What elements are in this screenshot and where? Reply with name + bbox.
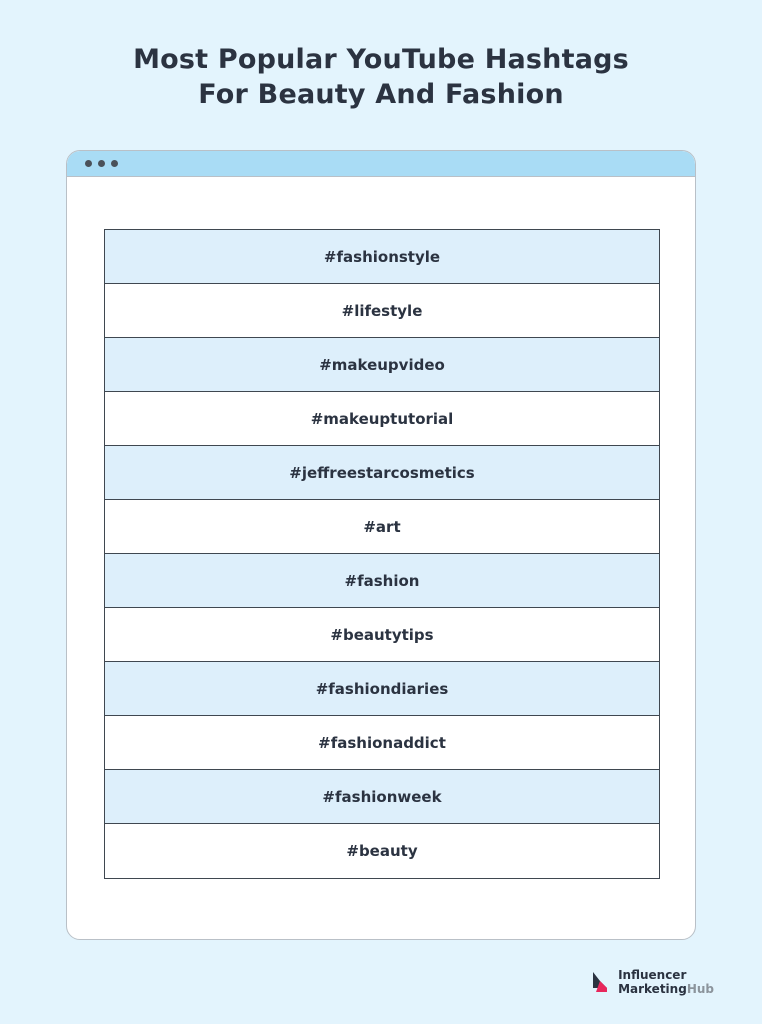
logo-text: [618, 968, 714, 996]
hashtag-label: #makeuptutorial: [310, 409, 454, 428]
table-row: [105, 392, 659, 446]
page-title-line-2: For Beauty And Fashion: [198, 79, 564, 110]
logo-line-2: [618, 982, 714, 996]
browser-titlebar: [67, 151, 695, 177]
window-dot-icon: [98, 160, 105, 167]
window-dot-icon: [85, 160, 92, 167]
hashtag-label: #beauty: [346, 842, 418, 860]
table-row: [105, 230, 659, 284]
page-title: [0, 0, 762, 112]
logo-mark-icon: [591, 970, 611, 994]
hashtag-label: #beautytips: [330, 625, 434, 644]
page-title-line-1: Most Popular YouTube Hashtags: [133, 44, 629, 75]
hashtag-label: #fashionstyle: [323, 247, 441, 266]
hashtag-label: #fashionweek: [322, 787, 442, 806]
hashtag-label: #fashionaddict: [318, 733, 446, 752]
window-dot-icon: [111, 160, 118, 167]
table-row: [105, 770, 659, 824]
logo-line-2-accent: Hub: [686, 982, 714, 996]
table-row: [105, 284, 659, 338]
hashtag-label: #jeffreestarcosmetics: [289, 463, 475, 482]
brand-logo: [591, 968, 714, 996]
hashtag-label: #lifestyle: [341, 301, 423, 320]
table-row: [105, 446, 659, 500]
table-row: [105, 500, 659, 554]
table-row: [105, 716, 659, 770]
table-row: [105, 608, 659, 662]
table-row: [105, 338, 659, 392]
hashtag-label: #fashiondiaries: [315, 679, 449, 698]
hashtag-label: #art: [363, 517, 401, 536]
hashtag-table: [104, 229, 660, 879]
logo-line-1: Influencer: [618, 968, 687, 982]
table-row: [105, 662, 659, 716]
table-row: [105, 554, 659, 608]
browser-window: [66, 150, 696, 940]
hashtag-label: #fashion: [344, 571, 420, 590]
logo-line-2-main: Marketing: [618, 982, 687, 996]
hashtag-label: #makeupvideo: [319, 355, 445, 374]
table-row: [105, 824, 659, 878]
